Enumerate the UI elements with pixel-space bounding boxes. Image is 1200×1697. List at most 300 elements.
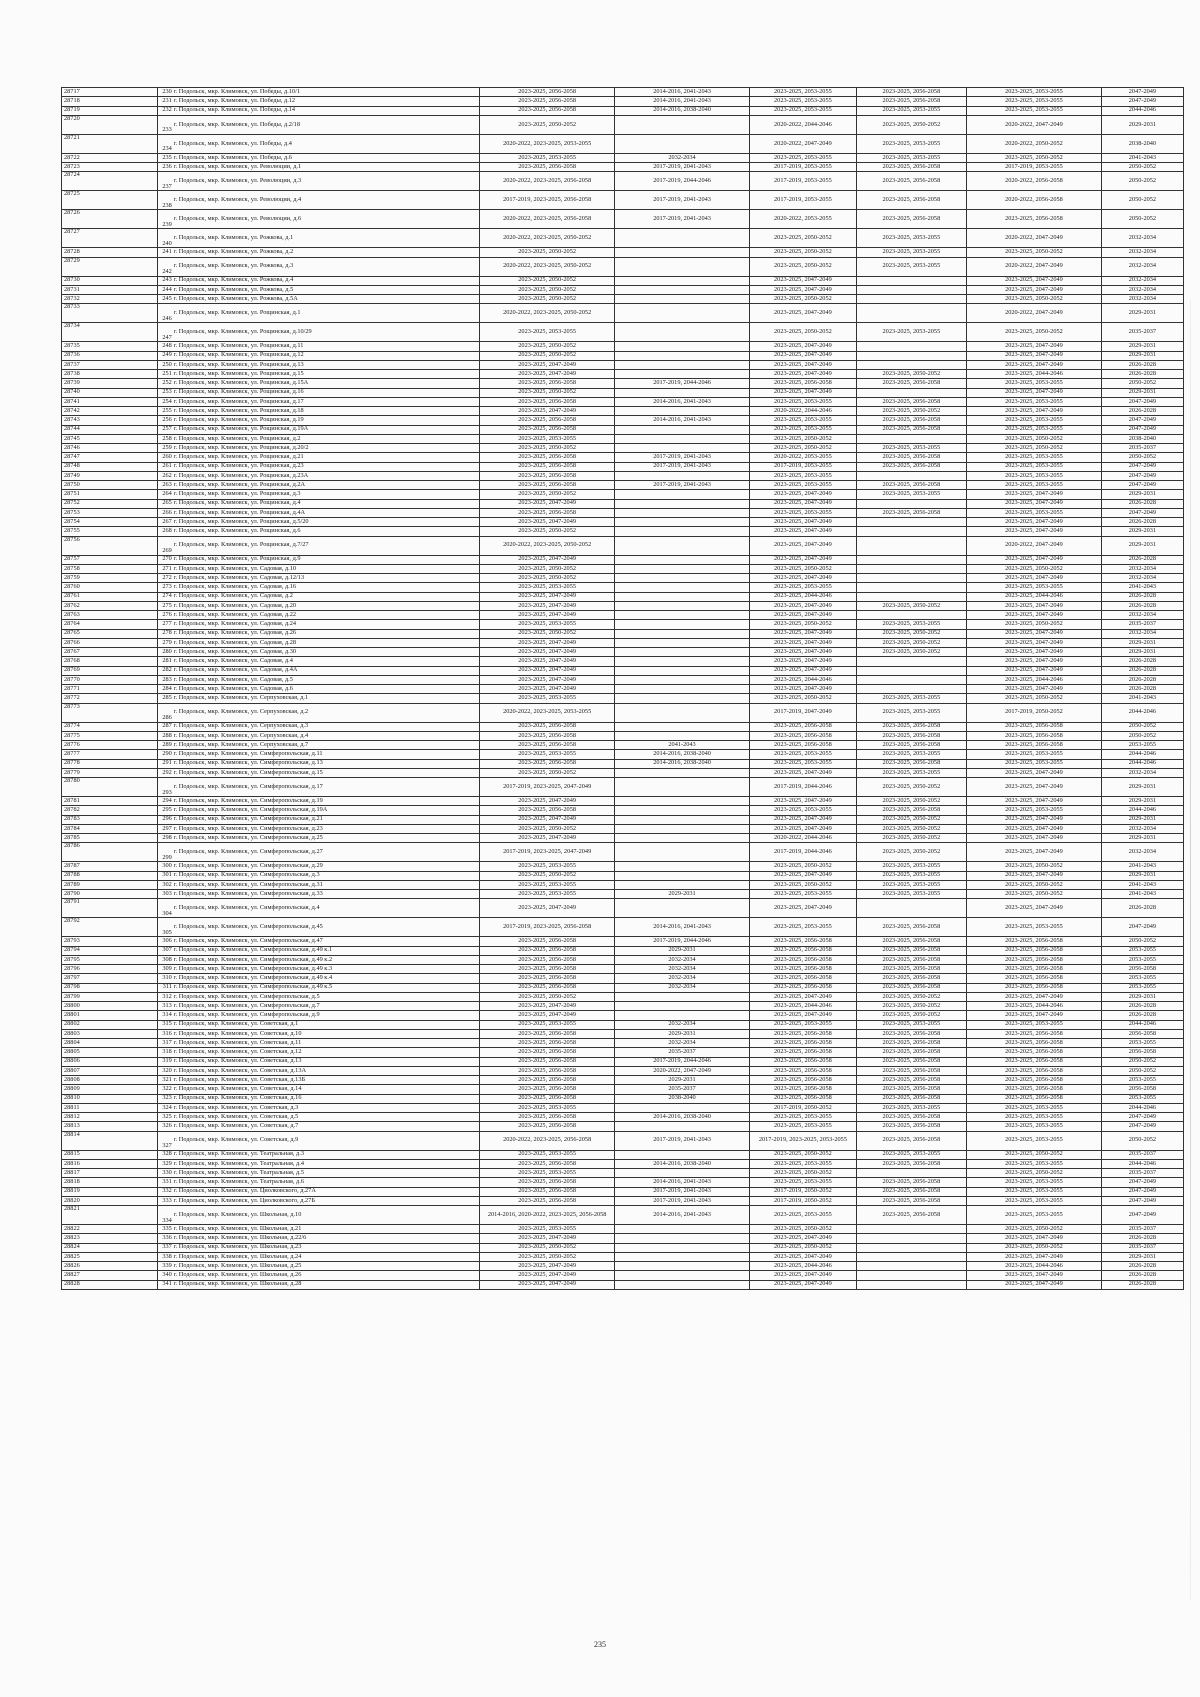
table-row [62, 163, 1184, 172]
table-row [62, 890, 1184, 899]
item-number-cell: 288 [157, 731, 173, 740]
row-id-cell: 28825 [62, 1252, 158, 1261]
row-id-cell: 28743 [62, 416, 158, 425]
repair-years-a-cell: 2023-2025, 2050-2052 [480, 444, 615, 453]
address-cell: г. Подольск, мкр. Климовск, ул. Симферопольская, д.23 [173, 824, 480, 833]
repair-years-d-cell: 2023-2025, 2056-2058 [856, 172, 966, 191]
item-number-cell: 283 [157, 675, 173, 684]
address-cell: г. Подольск, мкр. Климовск, ул. Садовая, д.4А [173, 666, 480, 675]
repair-years-e-cell: 2023-2025, 2047-2049 [966, 899, 1101, 918]
table-row [62, 648, 1184, 657]
repair-years-c-cell: 2023-2025, 2053-2055 [750, 759, 857, 768]
repair-years-a-cell: 2023-2025, 2047-2049 [480, 675, 615, 684]
repair-years-d-cell [856, 583, 966, 592]
repair-years-a-cell: 2023-2025, 2047-2049 [480, 638, 615, 647]
item-number-cell: 240 [157, 229, 173, 248]
table-row [62, 536, 1184, 555]
repair-years-e-cell: 2023-2025, 2047-2049 [966, 797, 1101, 806]
repair-years-e-cell: 2023-2025, 2047-2049 [966, 527, 1101, 536]
table-row [62, 638, 1184, 647]
address-cell: г. Подольск, мкр. Климовск, ул. Революции, д.4 [173, 191, 480, 210]
row-id-cell: 28723 [62, 163, 158, 172]
repair-years-a-cell: 2023-2025, 2047-2049 [480, 370, 615, 379]
row-id-cell: 28725 [62, 191, 158, 210]
address-cell: г. Подольск, мкр. Климовск, ул. Советская, д.16 [173, 1094, 480, 1103]
item-number-cell: 256 [157, 416, 173, 425]
row-id-cell: 28802 [62, 1020, 158, 1029]
repair-years-b-cell [615, 1122, 750, 1131]
repair-years-d-cell: 2023-2025, 2053-2055 [856, 871, 966, 880]
row-id-cell: 28779 [62, 768, 158, 777]
repair-years-a-cell: 2020-2022, 2023-2025, 2053-2055 [480, 703, 615, 722]
repair-years-b-cell [615, 1150, 750, 1159]
repair-years-c-cell: 2023-2025, 2047-2049 [750, 611, 857, 620]
item-number-cell: 236 [157, 163, 173, 172]
repair-years-b-cell [615, 134, 750, 153]
address-cell: г. Подольск, мкр. Климовск, ул. Советская, д.7 [173, 1122, 480, 1131]
row-id-cell: 28766 [62, 638, 158, 647]
repair-years-a-cell: 2023-2025, 2056-2058 [480, 1029, 615, 1038]
table-row [62, 992, 1184, 1001]
repair-years-a-cell: 2023-2025, 2056-2058 [480, 965, 615, 974]
address-cell: г. Подольск, мкр. Климовск, ул. Рожкова, д.5А [173, 295, 480, 304]
table-row [62, 1196, 1184, 1205]
address-cell: г. Подольск, мкр. Климовск, ул. Симферопольская, д.47 [173, 937, 480, 946]
address-cell: г. Подольск, мкр. Климовск, ул. Театральная, д.5 [173, 1169, 480, 1178]
repair-years-a-cell: 2023-2025, 2050-2052 [480, 992, 615, 1001]
repair-years-a-cell: 2023-2025, 2056-2058 [480, 88, 615, 97]
repair-years-e-cell: 2023-2025, 2053-2055 [966, 453, 1101, 462]
page-number: 235 [594, 1640, 606, 1649]
repair-years-e-cell: 2023-2025, 2047-2049 [966, 1271, 1101, 1280]
repair-years-a-cell: 2023-2025, 2047-2049 [480, 815, 615, 824]
repair-years-f-cell: 2026-2028 [1101, 360, 1183, 369]
repair-years-a-cell: 2023-2025, 2050-2052 [480, 527, 615, 536]
repair-years-a-cell: 2023-2025, 2047-2049 [480, 1234, 615, 1243]
table-row [62, 462, 1184, 471]
table-row [62, 815, 1184, 824]
repair-years-f-cell: 2032-2034 [1101, 248, 1183, 257]
row-id-cell: 28745 [62, 434, 158, 443]
item-number-cell: 319 [157, 1057, 173, 1066]
row-id-cell: 28727 [62, 229, 158, 248]
address-cell: г. Подольск, мкр. Климовск, ул. Симферопольская, д.49 к.5 [173, 983, 480, 992]
table-row [62, 741, 1184, 750]
item-number-cell: 285 [157, 694, 173, 703]
repair-years-f-cell: 2032-2034 [1101, 295, 1183, 304]
item-number-cell: 310 [157, 974, 173, 983]
repair-years-e-cell: 2023-2025, 2056-2058 [966, 1048, 1101, 1057]
repair-years-d-cell: 2023-2025, 2053-2055 [856, 153, 966, 162]
row-id-cell: 28761 [62, 592, 158, 601]
repair-years-c-cell: 2017-2019, 2053-2055 [750, 462, 857, 471]
repair-years-f-cell: 2056-2058 [1101, 1048, 1183, 1057]
repair-years-c-cell: 2023-2025, 2047-2049 [750, 276, 857, 285]
repair-years-a-cell: 2023-2025, 2050-2052 [480, 342, 615, 351]
repair-years-e-cell: 2023-2025, 2056-2058 [966, 731, 1101, 740]
repair-years-e-cell: 2023-2025, 2047-2049 [966, 648, 1101, 657]
repair-years-e-cell: 2023-2025, 2050-2052 [966, 880, 1101, 889]
repair-years-d-cell [856, 276, 966, 285]
repair-years-a-cell: 2023-2025, 2047-2049 [480, 360, 615, 369]
repair-years-e-cell: 2023-2025, 2050-2052 [966, 323, 1101, 342]
item-number-cell: 292 [157, 768, 173, 777]
repair-years-d-cell [856, 285, 966, 294]
repair-years-c-cell: 2023-2025, 2053-2055 [750, 750, 857, 759]
repair-years-f-cell: 2026-2028 [1101, 601, 1183, 610]
address-cell: г. Подольск, мкр. Климовск, ул. Симферопольская, д.49 к.1 [173, 946, 480, 955]
item-number-cell: 331 [157, 1178, 173, 1187]
row-id-cell: 28724 [62, 172, 158, 191]
table-row [62, 229, 1184, 248]
repair-years-d-cell: 2023-2025, 2056-2058 [856, 946, 966, 955]
repair-years-f-cell: 2050-2052 [1101, 379, 1183, 388]
row-id-cell: 28823 [62, 1234, 158, 1243]
repair-years-a-cell: 2023-2025, 2047-2049 [480, 518, 615, 527]
repair-years-e-cell: 2023-2025, 2056-2058 [966, 974, 1101, 983]
table-row [62, 444, 1184, 453]
table-row [62, 666, 1184, 675]
table-row [62, 1048, 1184, 1057]
table-row [62, 425, 1184, 434]
address-cell: г. Подольск, мкр. Климовск, ул. Школьная, д.25 [173, 1262, 480, 1271]
repair-years-f-cell: 2026-2028 [1101, 1234, 1183, 1243]
repair-years-d-cell [856, 1225, 966, 1234]
repair-years-b-cell: 2014-2016, 2041-2043 [615, 397, 750, 406]
repair-years-b-cell [615, 1225, 750, 1234]
repair-years-a-cell: 2023-2025, 2056-2058 [480, 462, 615, 471]
repair-years-f-cell: 2053-2055 [1101, 946, 1183, 955]
repair-years-d-cell: 2023-2025, 2053-2055 [856, 444, 966, 453]
repair-years-b-cell: 2017-2019, 2044-2046 [615, 1057, 750, 1066]
repair-years-d-cell: 2023-2025, 2056-2058 [856, 1122, 966, 1131]
address-cell: г. Подольск, мкр. Климовск, ул. Симферопольская, д.33 [173, 890, 480, 899]
repair-years-e-cell: 2020-2022, 2056-2058 [966, 191, 1101, 210]
row-id-cell: 28736 [62, 351, 158, 360]
row-id-cell: 28803 [62, 1029, 158, 1038]
repair-years-c-cell: 2023-2025, 2047-2049 [750, 351, 857, 360]
repair-years-c-cell: 2023-2025, 2056-2058 [750, 983, 857, 992]
address-cell: г. Подольск, мкр. Климовск, ул. Школьная, д.24 [173, 1252, 480, 1261]
repair-years-f-cell: 2056-2058 [1101, 1085, 1183, 1094]
repair-years-f-cell: 2044-2046 [1101, 106, 1183, 115]
row-id-cell: 28787 [62, 862, 158, 871]
address-cell: г. Подольск, мкр. Климовск, ул. Школьная, д.28 [173, 1280, 480, 1289]
address-cell: г. Подольск, мкр. Климовск, ул. Симферопольская, д.19 [173, 797, 480, 806]
table-row [62, 946, 1184, 955]
repair-years-c-cell: 2023-2025, 2044-2046 [750, 592, 857, 601]
repair-years-f-cell: 2047-2049 [1101, 508, 1183, 517]
repair-years-b-cell [615, 407, 750, 416]
repair-years-b-cell: 2017-2019, 2041-2043 [615, 163, 750, 172]
table-row [62, 304, 1184, 323]
repair-years-b-cell: 2020-2022, 2047-2049 [615, 1066, 750, 1075]
repair-years-b-cell: 2017-2019, 2041-2043 [615, 210, 750, 229]
row-id-cell: 28784 [62, 824, 158, 833]
address-cell: г. Подольск, мкр. Климовск, ул. Симферопольская, д.19А [173, 806, 480, 815]
address-cell: г. Подольск, мкр. Климовск, ул. Симферопольская, д.17 [173, 778, 480, 797]
address-cell: г. Подольск, мкр. Климовск, ул. Победы, д.12 [173, 97, 480, 106]
repair-years-c-cell: 2023-2025, 2053-2055 [750, 153, 857, 162]
repair-years-f-cell: 2029-2031 [1101, 115, 1183, 134]
row-id-cell: 28734 [62, 323, 158, 342]
address-cell: г. Подольск, мкр. Климовск, ул. Советская, д.5 [173, 1113, 480, 1122]
row-id-cell: 28827 [62, 1271, 158, 1280]
address-cell: г. Подольск, мкр. Климовск, ул. Рощинская, д.1 [173, 304, 480, 323]
table-row [62, 675, 1184, 684]
repair-years-d-cell: 2023-2025, 2056-2058 [856, 731, 966, 740]
address-cell: г. Подольск, мкр. Климовск, ул. Симферопольская, д.45 [173, 918, 480, 937]
row-id-cell: 28772 [62, 694, 158, 703]
repair-years-d-cell: 2023-2025, 2053-2055 [856, 880, 966, 889]
table-row [62, 323, 1184, 342]
repair-years-b-cell [615, 508, 750, 517]
table-row [62, 1066, 1184, 1075]
address-cell: г. Подольск, мкр. Климовск, ул. Рощинская, д.2 [173, 434, 480, 443]
repair-years-a-cell: 2023-2025, 2056-2058 [480, 1196, 615, 1205]
repair-years-d-cell: 2023-2025, 2050-2052 [856, 824, 966, 833]
row-id-cell: 28753 [62, 508, 158, 517]
repair-years-b-cell [615, 824, 750, 833]
repair-years-b-cell: 2014-2016, 2041-2043 [615, 1206, 750, 1225]
repair-years-f-cell: 2050-2052 [1101, 210, 1183, 229]
repair-years-f-cell: 2047-2049 [1101, 97, 1183, 106]
table-row [62, 370, 1184, 379]
address-cell: г. Подольск, мкр. Климовск, ул. Советская, д.1 [173, 1020, 480, 1029]
repair-years-f-cell: 2026-2028 [1101, 592, 1183, 601]
repair-years-b-cell [615, 248, 750, 257]
repair-years-d-cell: 2023-2025, 2050-2052 [856, 370, 966, 379]
repair-years-a-cell: 2023-2025, 2050-2052 [480, 490, 615, 499]
row-id-cell: 28746 [62, 444, 158, 453]
repair-years-b-cell [615, 536, 750, 555]
repair-years-b-cell [615, 518, 750, 527]
address-cell: г. Подольск, мкр. Климовск, ул. Театральная, д.6 [173, 1178, 480, 1187]
repair-years-e-cell: 2023-2025, 2050-2052 [966, 248, 1101, 257]
address-cell: г. Подольск, мкр. Климовск, ул. Революции, д.3 [173, 172, 480, 191]
repair-years-d-cell: 2023-2025, 2056-2058 [856, 1029, 966, 1038]
repair-years-c-cell: 2023-2025, 2047-2049 [750, 1252, 857, 1261]
table-row [62, 172, 1184, 191]
item-number-cell: 264 [157, 490, 173, 499]
repair-years-e-cell: 2023-2025, 2056-2058 [966, 1076, 1101, 1085]
repair-years-b-cell [615, 555, 750, 564]
table-row [62, 351, 1184, 360]
row-id-cell: 28776 [62, 741, 158, 750]
repair-years-d-cell [856, 611, 966, 620]
address-cell: г. Подольск, мкр. Климовск, ул. Садовая, д.10 [173, 564, 480, 573]
repair-years-e-cell: 2023-2025, 2050-2052 [966, 694, 1101, 703]
repair-years-b-cell: 2029-2031 [615, 890, 750, 899]
repair-years-e-cell: 2023-2025, 2047-2049 [966, 285, 1101, 294]
item-number-cell: 340 [157, 1271, 173, 1280]
item-number-cell: 327 [157, 1131, 173, 1150]
table-row [62, 611, 1184, 620]
table-row [62, 862, 1184, 871]
repair-years-f-cell: 2050-2052 [1101, 1131, 1183, 1150]
repair-years-f-cell: 2056-2058 [1101, 965, 1183, 974]
repair-years-a-cell: 2023-2025, 2053-2055 [480, 323, 615, 342]
row-id-cell: 28805 [62, 1048, 158, 1057]
item-number-cell: 275 [157, 601, 173, 610]
repair-years-f-cell: 2029-2031 [1101, 1252, 1183, 1261]
address-cell: г. Подольск, мкр. Климовск, ул. Симферопольская, д.13 [173, 759, 480, 768]
repair-years-a-cell: 2023-2025, 2056-2058 [480, 722, 615, 731]
repair-years-f-cell: 2029-2031 [1101, 778, 1183, 797]
address-cell: г. Подольск, мкр. Климовск, ул. Советская, д.11 [173, 1039, 480, 1048]
table-row [62, 257, 1184, 276]
table-row [62, 1169, 1184, 1178]
row-id-cell: 28729 [62, 257, 158, 276]
repair-years-f-cell: 2041-2043 [1101, 583, 1183, 592]
repair-years-a-cell: 2023-2025, 2050-2052 [480, 388, 615, 397]
table-row [62, 1243, 1184, 1252]
repair-years-d-cell: 2023-2025, 2056-2058 [856, 379, 966, 388]
repair-years-e-cell: 2023-2025, 2047-2049 [966, 342, 1101, 351]
repair-years-f-cell: 2026-2028 [1101, 407, 1183, 416]
repair-years-b-cell [615, 295, 750, 304]
row-id-cell: 28770 [62, 675, 158, 684]
table-row [62, 153, 1184, 162]
repair-years-c-cell: 2023-2025, 2050-2052 [750, 295, 857, 304]
repair-years-b-cell [615, 601, 750, 610]
address-cell: г. Подольск, мкр. Климовск, ул. Рощинская, д.9 [173, 555, 480, 564]
table-row [62, 407, 1184, 416]
item-number-cell: 329 [157, 1159, 173, 1168]
item-number-cell: 298 [157, 834, 173, 843]
repair-years-e-cell: 2023-2025, 2047-2049 [966, 815, 1101, 824]
repair-years-c-cell: 2023-2025, 2047-2049 [750, 657, 857, 666]
item-number-cell: 250 [157, 360, 173, 369]
item-number-cell: 287 [157, 722, 173, 731]
repair-years-c-cell: 2017-2019, 2044-2046 [750, 778, 857, 797]
address-cell: г. Подольск, мкр. Климовск, ул. Симферопольская, д.49 к.4 [173, 974, 480, 983]
repair-years-f-cell: 2050-2052 [1101, 1066, 1183, 1075]
repair-years-b-cell [615, 657, 750, 666]
repair-years-d-cell: 2023-2025, 2056-2058 [856, 191, 966, 210]
item-number-cell: 297 [157, 824, 173, 833]
repair-years-a-cell: 2023-2025, 2056-2058 [480, 759, 615, 768]
repair-years-e-cell: 2020-2022, 2050-2052 [966, 134, 1101, 153]
address-cell: г. Подольск, мкр. Климовск, ул. Садовая, д.24 [173, 620, 480, 629]
repair-years-c-cell: 2023-2025, 2056-2058 [750, 722, 857, 731]
repair-years-b-cell [615, 778, 750, 797]
repair-years-f-cell: 2029-2031 [1101, 815, 1183, 824]
repair-years-c-cell: 2023-2025, 2053-2055 [750, 806, 857, 815]
repair-years-d-cell [856, 1234, 966, 1243]
repair-years-d-cell [856, 675, 966, 684]
repair-years-d-cell [856, 1262, 966, 1271]
repair-years-b-cell: 2017-2019, 2041-2043 [615, 462, 750, 471]
address-cell: г. Подольск, мкр. Климовск, ул. Рощинская, д.4 [173, 499, 480, 508]
repair-years-f-cell: 2029-2031 [1101, 536, 1183, 555]
row-id-cell: 28819 [62, 1187, 158, 1196]
table-row [62, 965, 1184, 974]
row-id-cell: 28718 [62, 97, 158, 106]
row-id-cell: 28764 [62, 620, 158, 629]
repair-years-f-cell: 2041-2043 [1101, 153, 1183, 162]
repair-years-c-cell: 2023-2025, 2053-2055 [750, 97, 857, 106]
repair-years-e-cell: 2023-2025, 2053-2055 [966, 508, 1101, 517]
row-id-cell: 28820 [62, 1196, 158, 1205]
repair-years-f-cell: 2029-2031 [1101, 304, 1183, 323]
table-row [62, 601, 1184, 610]
row-id-cell: 28735 [62, 342, 158, 351]
repair-years-e-cell: 2020-2022, 2047-2049 [966, 257, 1101, 276]
item-number-cell: 322 [157, 1085, 173, 1094]
address-cell: г. Подольск, мкр. Климовск, ул. Рощинская, д.20/2 [173, 444, 480, 453]
row-id-cell: 28785 [62, 834, 158, 843]
repair-years-c-cell: 2023-2025, 2047-2049 [750, 1234, 857, 1243]
table-row [62, 1029, 1184, 1038]
repair-years-f-cell: 2047-2049 [1101, 481, 1183, 490]
table-row [62, 115, 1184, 134]
repair-years-e-cell: 2023-2025, 2050-2052 [966, 434, 1101, 443]
repair-years-a-cell: 2023-2025, 2056-2058 [480, 937, 615, 946]
table-row [62, 1159, 1184, 1168]
repair-years-f-cell: 2026-2028 [1101, 1280, 1183, 1289]
repair-years-d-cell: 2023-2025, 2050-2052 [856, 638, 966, 647]
repair-years-d-cell [856, 536, 966, 555]
repair-years-a-cell: 2023-2025, 2056-2058 [480, 983, 615, 992]
address-cell: г. Подольск, мкр. Климовск, ул. Садовая, д.2 [173, 592, 480, 601]
item-number-cell: 247 [157, 323, 173, 342]
repair-years-d-cell: 2023-2025, 2056-2058 [856, 722, 966, 731]
row-id-cell: 28752 [62, 499, 158, 508]
row-id-cell: 28808 [62, 1076, 158, 1085]
repair-years-e-cell: 2023-2025, 2047-2049 [966, 824, 1101, 833]
repair-years-b-cell: 2029-2031 [615, 1029, 750, 1038]
repair-years-f-cell: 2032-2034 [1101, 285, 1183, 294]
repair-years-b-cell [615, 115, 750, 134]
row-id-cell: 28793 [62, 937, 158, 946]
row-id-cell: 28786 [62, 843, 158, 862]
repair-years-e-cell: 2017-2019, 2050-2052 [966, 703, 1101, 722]
repair-years-d-cell [856, 657, 966, 666]
repair-years-c-cell: 2023-2025, 2047-2049 [750, 666, 857, 675]
item-number-cell: 233 [157, 115, 173, 134]
repair-years-e-cell: 2023-2025, 2044-2046 [966, 1002, 1101, 1011]
repair-years-c-cell: 2017-2019, 2023-2025, 2053-2055 [750, 1131, 857, 1150]
row-id-cell: 28801 [62, 1011, 158, 1020]
table-row [62, 983, 1184, 992]
repair-years-b-cell: 2032-2034 [615, 974, 750, 983]
item-number-cell: 235 [157, 153, 173, 162]
row-id-cell: 28728 [62, 248, 158, 257]
repair-years-c-cell: 2023-2025, 2053-2055 [750, 425, 857, 434]
row-id-cell: 28794 [62, 946, 158, 955]
repair-years-a-cell: 2023-2025, 2050-2052 [480, 768, 615, 777]
repair-years-a-cell: 2023-2025, 2050-2052 [480, 295, 615, 304]
item-number-cell: 271 [157, 564, 173, 573]
item-number-cell: 241 [157, 248, 173, 257]
repair-years-c-cell: 2023-2025, 2047-2049 [750, 370, 857, 379]
repair-years-c-cell: 2023-2025, 2044-2046 [750, 1262, 857, 1271]
repair-years-e-cell: 2023-2025, 2047-2049 [966, 834, 1101, 843]
address-cell: г. Подольск, мкр. Климовск, ул. Симферопольская, д.9 [173, 1011, 480, 1020]
address-cell: г. Подольск, мкр. Климовск, ул. Симферопольская, д.4 [173, 899, 480, 918]
repair-years-b-cell [615, 871, 750, 880]
repair-years-f-cell: 2029-2031 [1101, 648, 1183, 657]
item-number-cell: 330 [157, 1169, 173, 1178]
repair-years-f-cell: 2050-2052 [1101, 722, 1183, 731]
item-number-cell: 334 [157, 1206, 173, 1225]
repair-years-c-cell: 2023-2025, 2056-2058 [750, 974, 857, 983]
repair-years-a-cell: 2023-2025, 2056-2058 [480, 1085, 615, 1094]
item-number-cell: 282 [157, 666, 173, 675]
repair-years-e-cell: 2023-2025, 2056-2058 [966, 722, 1101, 731]
repair-years-a-cell: 2017-2019, 2023-2025, 2056-2058 [480, 918, 615, 937]
